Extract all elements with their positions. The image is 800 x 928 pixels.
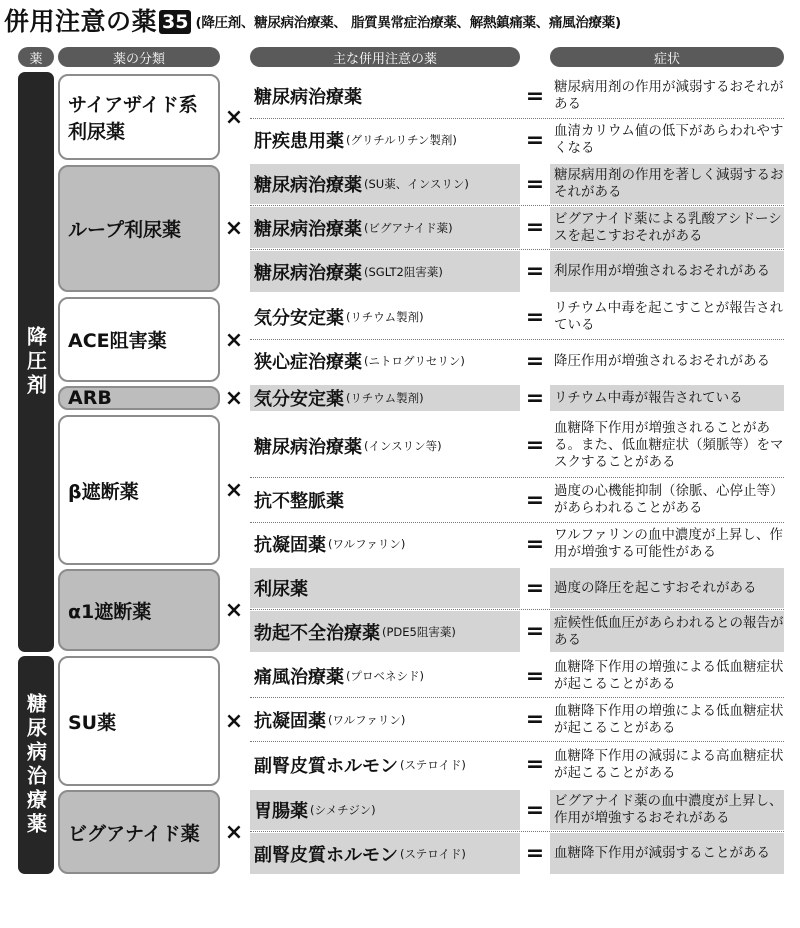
drug-note: (ニトログリセリン) xyxy=(364,354,465,368)
drug-name: 抗凝固薬 xyxy=(254,535,326,556)
row-divider xyxy=(250,249,784,250)
symptom-cell: リチウム中毒を起こすことが報告されている xyxy=(554,300,784,333)
drug-name: 糖尿病治療薬 xyxy=(254,436,362,458)
drug-note: (ワルファリン) xyxy=(328,537,406,551)
drug-cell xyxy=(250,296,520,338)
times-symbol: × xyxy=(224,708,244,734)
symptom-cell: 血糖降下作用が減弱することがある xyxy=(550,833,784,874)
drug-name: 胃腸薬 xyxy=(254,801,308,822)
times-symbol: × xyxy=(224,327,244,353)
drug-cell xyxy=(250,699,520,740)
row-divider xyxy=(250,477,784,478)
equals-symbol: = xyxy=(525,663,545,689)
drug-name: 抗不整脈薬 xyxy=(254,491,344,512)
symptom-cell: 血糖降下作用の増強による低血糖症状が起こることがある xyxy=(554,702,784,736)
symptom-cell: ビグアナイド薬の血中濃度が上昇し、作用が増強するおそれがある xyxy=(550,790,784,830)
times-symbol: × xyxy=(224,819,244,845)
drug-name: 糖尿病治療薬 xyxy=(254,218,362,240)
drug-cell xyxy=(250,568,520,608)
drug-name: 副腎皮質ホルモン xyxy=(254,844,398,866)
drug-name: 抗凝固薬 xyxy=(254,710,326,732)
category-antihypertensive xyxy=(18,72,54,652)
drug-name: 勃起不全治療薬 xyxy=(254,622,380,644)
equals-symbol: = xyxy=(525,385,545,411)
row-divider xyxy=(250,205,784,206)
drug-note: (SGLT2阻害薬) xyxy=(364,264,443,279)
symptom-cell: 糖尿病用剤の作用が減弱するおそれがある xyxy=(554,79,784,112)
symptom-cell: 過度の心機能抑制（徐脈、心停止等）があらわれることがある xyxy=(554,483,784,516)
category-label: 糖尿病治療薬 xyxy=(23,693,48,837)
class-arb: ARB xyxy=(58,386,220,410)
symptom-cell: 血糖降下作用の減弱による高血糖症状が起こることがある xyxy=(554,747,784,781)
drug-cell xyxy=(250,207,520,248)
class-su: SU薬 xyxy=(58,656,220,786)
class-biguanide: ビグアナイド薬 xyxy=(58,790,220,874)
drug-cell xyxy=(250,385,520,411)
symptom-cell: ビグアナイド薬による乳酸アシドーシスを起こすおそれがある xyxy=(550,207,784,248)
equals-symbol: = xyxy=(525,487,545,513)
drug-note: (グリチルリチン製剤) xyxy=(346,133,457,147)
drug-name: 糖尿病治療薬 xyxy=(254,175,362,196)
symptom-cell: 血清カリウム値の低下があらわれやすくなる xyxy=(554,123,784,156)
row-divider xyxy=(250,118,784,119)
equals-symbol: = xyxy=(525,259,545,284)
symptom-cell: 降圧作用が増強されるおそれがある xyxy=(554,352,770,369)
header-symptom: 症状 xyxy=(550,47,784,67)
row-divider xyxy=(250,741,784,742)
drug-note: (ステロイド) xyxy=(400,757,466,772)
title-main: 併用注意の薬 xyxy=(4,7,158,36)
title-subtitle: (降圧剤、糖尿病治療薬、 脂質異常症治療薬、解熱鎮痛薬、痛風治療薬) xyxy=(195,15,621,31)
drug-cell xyxy=(250,120,520,160)
symptom-cell: 血糖降下作用の増強による低血糖症状が起こることがある xyxy=(554,659,784,692)
drug-name: 気分安定薬 xyxy=(254,308,344,329)
equals-symbol: = xyxy=(525,433,545,458)
equals-symbol: = xyxy=(525,619,545,644)
drug-cell xyxy=(250,164,520,204)
drug-note: (インスリン等) xyxy=(364,438,442,453)
row-divider xyxy=(250,339,784,340)
times-symbol: × xyxy=(224,215,244,241)
drug-cell xyxy=(250,611,520,652)
drug-note: (プロベネシド) xyxy=(346,669,424,683)
equals-symbol: = xyxy=(525,531,545,557)
drug-cell xyxy=(250,524,520,564)
times-symbol: × xyxy=(224,385,244,411)
row-divider xyxy=(250,831,784,832)
row-divider xyxy=(250,609,784,610)
equals-symbol: = xyxy=(525,83,545,109)
drug-name: 利尿薬 xyxy=(254,579,308,600)
equals-symbol: = xyxy=(525,215,545,240)
symptom-cell: ワルファリンの血中濃度が上昇し、作用が増強する可能性がある xyxy=(554,527,783,560)
drug-cell xyxy=(250,341,520,381)
equals-symbol: = xyxy=(525,575,545,601)
equals-symbol: = xyxy=(525,707,545,732)
equals-symbol: = xyxy=(525,171,545,197)
symptom-cell: リチウム中毒が報告されている xyxy=(550,385,784,411)
class-alpha1-blocker: α1遮断薬 xyxy=(58,569,220,651)
drug-cell xyxy=(250,743,520,786)
class-ace-inhibitor: ACE阻害薬 xyxy=(58,297,220,382)
equals-symbol: = xyxy=(525,752,545,777)
times-symbol: × xyxy=(224,597,244,623)
header-combination: 主な併用注意の薬 xyxy=(250,47,520,67)
drug-name: 痛風治療薬 xyxy=(254,667,344,688)
drug-cell xyxy=(250,479,520,521)
drug-cell xyxy=(250,251,520,292)
drug-note: (リチウム製剤) xyxy=(346,391,424,405)
drug-cell xyxy=(250,76,520,116)
drug-note: (シメチジン) xyxy=(310,803,376,817)
drug-cell xyxy=(250,415,520,476)
header-category: 薬 xyxy=(18,47,54,67)
symptom-cell: 血糖降下作用が増強されることがある。また、低血糖症状（頻脈等）をマスクすることがある xyxy=(554,420,784,470)
drug-cell xyxy=(250,790,520,830)
category-diabetes xyxy=(18,656,54,874)
drug-name: 肝疾患用薬 xyxy=(254,131,344,152)
class-loop-diuretic: ループ利尿薬 xyxy=(58,165,220,292)
class-beta-blocker: β遮断薬 xyxy=(58,415,220,565)
page-title xyxy=(4,6,621,36)
drug-note: (ワルファリン) xyxy=(328,712,406,727)
drug-cell xyxy=(250,833,520,874)
drug-name: 狭心症治療薬 xyxy=(254,352,362,373)
drug-name: 副腎皮質ホルモン xyxy=(254,755,398,777)
drug-note: (PDE5阻害薬) xyxy=(382,624,456,639)
times-symbol: × xyxy=(224,104,244,130)
equals-symbol: = xyxy=(525,797,545,823)
header-classification: 薬の分類 xyxy=(58,47,220,67)
category-label: 降圧剤 xyxy=(23,326,48,398)
times-symbol: × xyxy=(224,477,244,503)
equals-symbol: = xyxy=(525,348,545,374)
equals-symbol: = xyxy=(525,304,545,330)
title-number-badge: 35 xyxy=(159,10,191,34)
drug-cell xyxy=(250,656,520,696)
equals-symbol: = xyxy=(525,841,545,866)
drug-name: 糖尿病治療薬 xyxy=(254,87,362,108)
symptom-cell: 糖尿病用剤の作用を著しく減弱するおそれがある xyxy=(550,164,784,204)
drug-name: 糖尿病治療薬 xyxy=(254,262,362,284)
class-thiazide: サイアザイド系 利尿薬 xyxy=(58,74,220,160)
row-divider xyxy=(250,522,784,523)
drug-note: (SU薬、インスリン) xyxy=(364,177,469,191)
row-divider xyxy=(250,697,784,698)
symptom-cell: 症候性低血圧があらわれるとの報告がある xyxy=(550,611,784,652)
drug-note: (ステロイド) xyxy=(400,846,466,861)
drug-name: 気分安定薬 xyxy=(254,389,344,410)
drug-note: (ビグアナイド薬) xyxy=(364,220,453,235)
equals-symbol: = xyxy=(525,127,545,153)
symptom-cell: 過度の降圧を起こすおそれがある xyxy=(550,568,784,608)
symptom-cell: 利尿作用が増強されるおそれがある xyxy=(550,251,784,292)
drug-note: (リチウム製剤) xyxy=(346,310,424,324)
